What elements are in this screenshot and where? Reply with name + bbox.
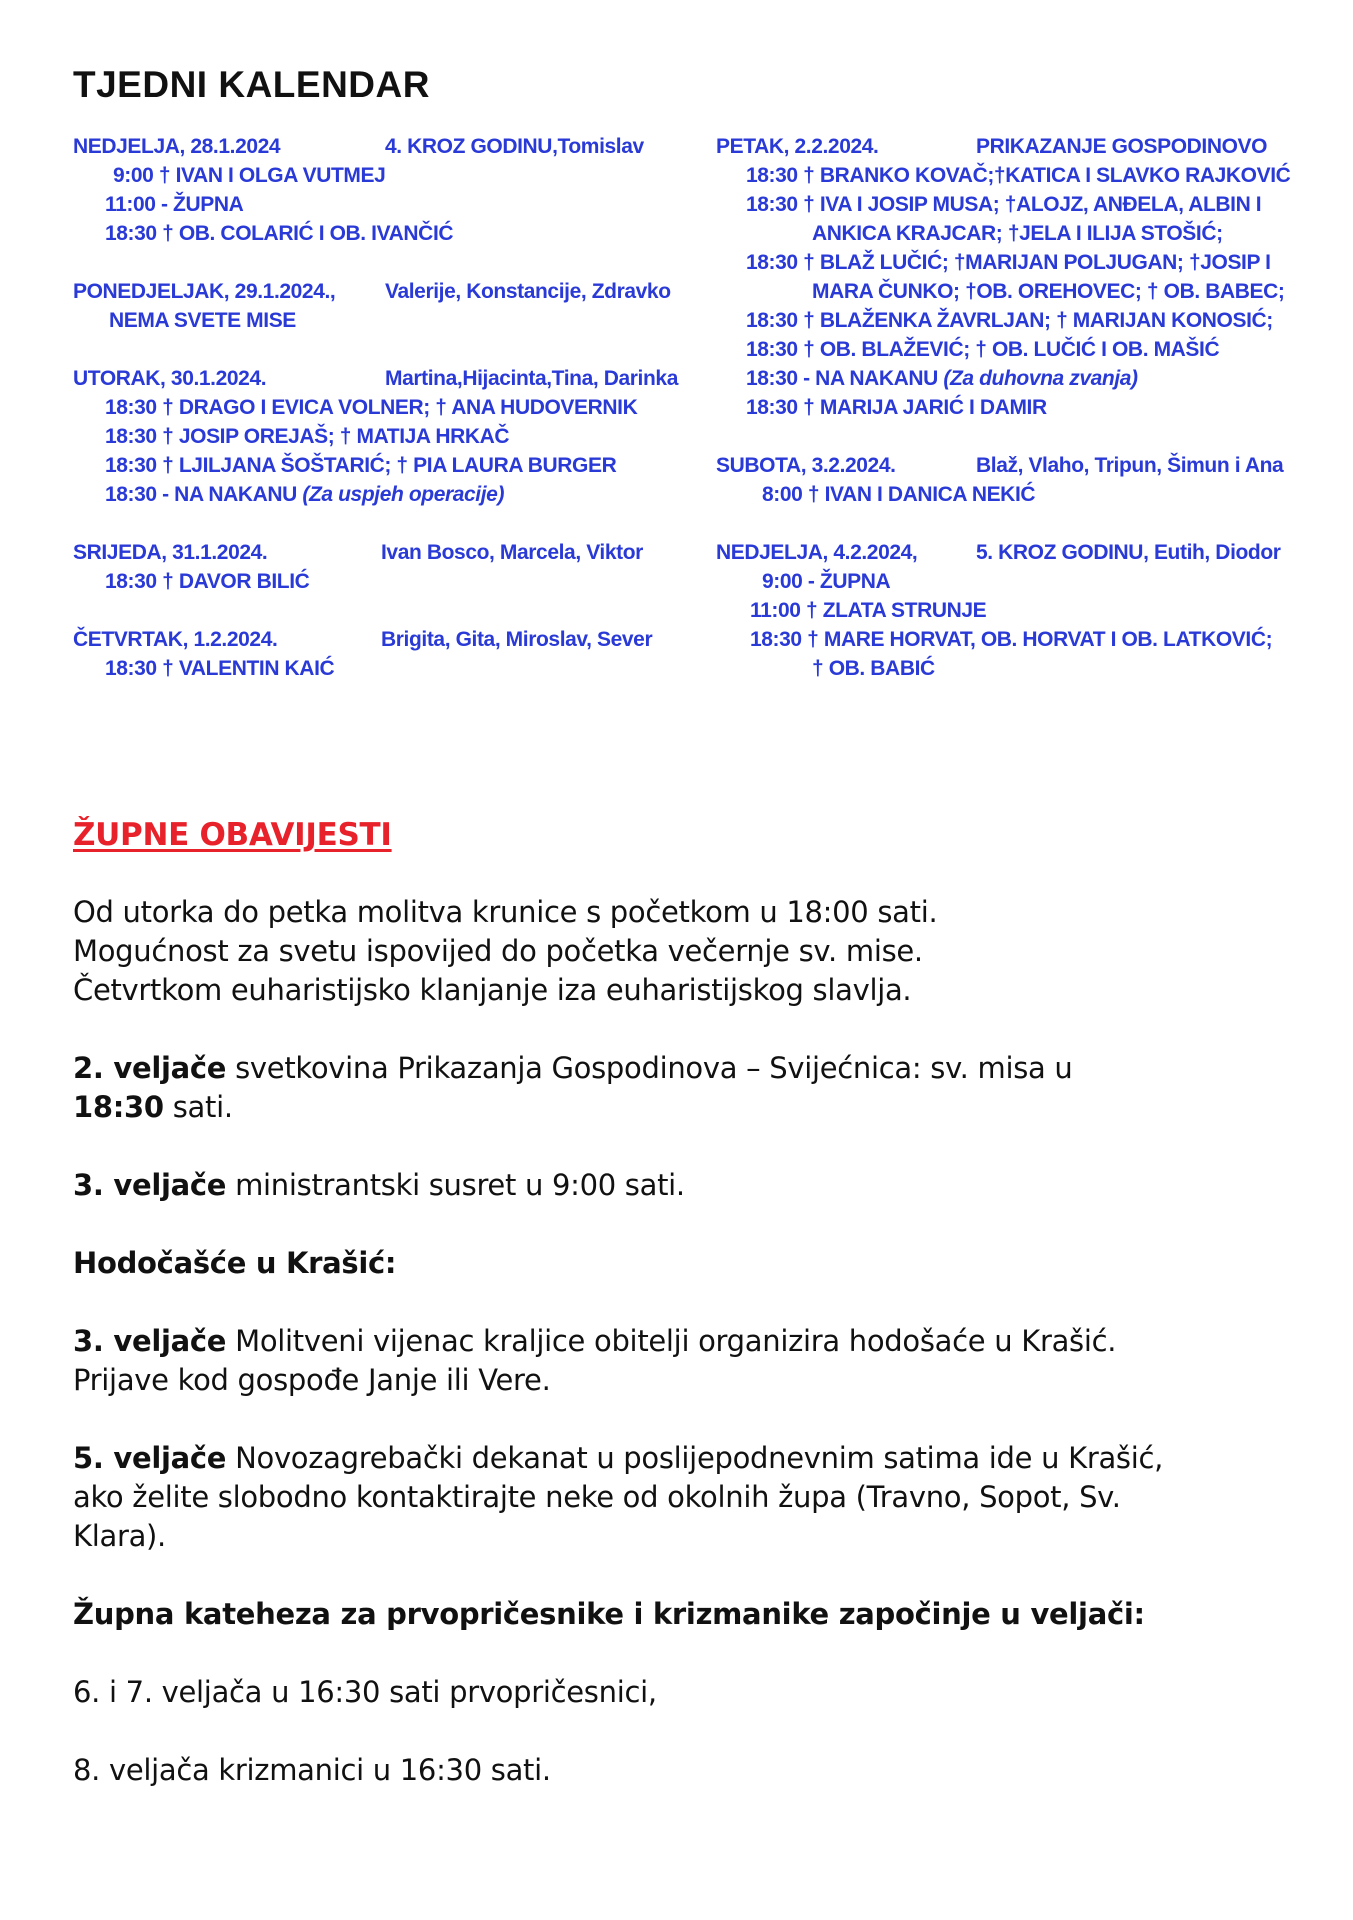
mass-line <box>73 422 693 451</box>
mass-text: 18:30 † DAVOR BILIĆ <box>105 570 310 593</box>
notice-text: 8. veljača krizmanici u 16:30 sati. <box>73 1753 551 1787</box>
mass-text: 18:30 † BLAŽ LUČIĆ; †MARIJAN POLJUGAN; †JOSIP I <box>746 251 1271 274</box>
day-header <box>73 277 693 306</box>
day-saints: 4. KROZ GODINU,Tomislav <box>385 135 644 158</box>
day-header <box>73 364 693 393</box>
notice-feast <box>73 1049 1293 1127</box>
mass-line <box>716 596 1336 625</box>
mass-line <box>73 306 693 335</box>
notice-pilgrimage-1 <box>73 1322 1293 1400</box>
notice-date: 5. veljače <box>73 1441 227 1475</box>
mass-line <box>716 219 1336 248</box>
calendar-day <box>716 132 1336 422</box>
day-date: NEDJELJA, 4.2.2024, <box>716 541 918 564</box>
mass-text: 18:30 - NA NAKANU <box>746 367 944 390</box>
notice-text: 6. i 7. veljača u 16:30 sati prvopričesnici, <box>73 1675 657 1709</box>
calendar-day <box>73 625 693 683</box>
mass-text: 18:30 † BRANKO KOVAČ;†KATICA I SLAVKO RAJKOVIĆ <box>746 164 1291 187</box>
day-header <box>73 538 693 567</box>
notice-line: Mogućnost za svetu ispovijed do početka večernje sv. mise. <box>73 934 923 968</box>
mass-line <box>716 306 1336 335</box>
pilgrimage-title: Hodočašće u Krašić: <box>73 1246 397 1280</box>
mass-text: 18:30 † MARE HORVAT, OB. HORVAT I OB. LATKOVIĆ; <box>750 628 1273 651</box>
mass-text: 8:00 † IVAN I DANICA NEKIĆ <box>762 483 1036 506</box>
day-saints: 5. KROZ GODINU, Eutih, Diodor <box>976 541 1281 564</box>
mass-text: 18:30 † JOSIP OREJAŠ; † MATIJA HRKAČ <box>105 425 510 448</box>
day-saints: Blaž, Vlaho, Tripun, Šimun i Ana <box>976 454 1284 477</box>
mass-text: 9:00 - ŽUPNA <box>762 570 891 593</box>
mass-line <box>73 219 693 248</box>
day-header <box>73 625 693 654</box>
calendar-day <box>716 538 1336 683</box>
mass-text: MARA ČUNKO; †OB. OREHOVEC; † OB. BABEC; <box>812 280 1285 303</box>
mass-line <box>716 190 1336 219</box>
calendar-day <box>73 132 693 248</box>
mass-text: 18:30 - NA NAKANU <box>105 483 303 506</box>
mass-text: † OB. BABIĆ <box>812 657 935 680</box>
notice-text: Molitveni vijenac kraljice obitelji organizira hodošaće u Krašić. <box>226 1324 1117 1358</box>
mass-line <box>716 161 1336 190</box>
notice-intro <box>73 893 1293 1010</box>
notice-pilgrimage-heading <box>73 1244 1293 1283</box>
notice-date: 3. veljače <box>73 1324 227 1358</box>
calendar-right-column <box>716 132 1336 712</box>
day-date: SUBOTA, 3.2.2024. <box>716 454 896 477</box>
notice-text: sati. <box>163 1090 233 1124</box>
day-date: NEDJELJA, 28.1.2024 <box>73 135 281 158</box>
mass-text: 18:30 † IVA I JOSIP MUSA; †ALOJZ, ANĐELA, ALBIN I <box>746 193 1262 216</box>
day-header <box>716 132 1336 161</box>
mass-line <box>716 248 1336 277</box>
mass-text: 18:30 † OB. COLARIĆ I OB. IVANČIĆ <box>105 222 454 245</box>
mass-text: 18:30 † DRAGO I EVICA VOLNER; † ANA HUDOVERNIK <box>105 396 638 419</box>
notice-text: Klara). <box>73 1519 166 1553</box>
day-date: SRIJEDA, 31.1.2024. <box>73 541 268 564</box>
notice-text: ministrantski susret u 9:00 sati. <box>226 1168 685 1202</box>
notice-time: 18:30 <box>73 1090 164 1124</box>
mass-line <box>716 625 1336 654</box>
mass-line <box>716 480 1336 509</box>
mass-line <box>73 393 693 422</box>
notice-line: Od utorka do petka molitva krunice s početkom u 18:00 sati. <box>73 895 938 929</box>
mass-text: 11:00 - ŽUPNA <box>105 193 244 216</box>
day-date: UTORAK, 30.1.2024. <box>73 367 267 390</box>
mass-line <box>716 277 1336 306</box>
day-date: PETAK, 2.2.2024. <box>716 135 879 158</box>
mass-line <box>716 567 1336 596</box>
notice-text: ako želite slobodno kontaktirajte neke od okolnih župa (Travno, Sopot, Sv. <box>73 1480 1121 1514</box>
day-saints: Martina,Hijacinta,Tina, Darinka <box>385 367 678 390</box>
day-saints: Ivan Bosco, Marcela, Viktor <box>381 541 643 564</box>
mass-intention: (Za duhovna zvanja) <box>943 367 1138 390</box>
mass-line <box>716 335 1336 364</box>
day-saints: Valerije, Konstancije, Zdravko <box>385 280 671 303</box>
calendar-day <box>73 538 693 596</box>
mass-line <box>73 451 693 480</box>
notice-pilgrimage-2 <box>73 1439 1293 1556</box>
notice-catechesis-1 <box>73 1673 1293 1712</box>
notice-date: 2. veljače <box>73 1051 227 1085</box>
mass-text: 11:00 † ZLATA STRUNJE <box>750 599 987 622</box>
day-header <box>716 538 1336 567</box>
notice-line: Četvrtkom euharistijsko klanjanje iza euharistijskog slavlja. <box>73 973 912 1007</box>
mass-line <box>73 190 693 219</box>
mass-line <box>716 654 1336 683</box>
notice-catechesis-2 <box>73 1751 1293 1790</box>
notice-text: svetkovina Prikazanja Gospodinova – Svijećnica: sv. misa u <box>226 1051 1073 1085</box>
mass-text: NEMA SVETE MISE <box>109 309 296 332</box>
notice-text: Novozagrebački dekanat u poslijepodnevnim satima ide u Krašić, <box>226 1441 1164 1475</box>
calendar-day <box>716 451 1336 509</box>
page-title: TJEDNI KALENDAR <box>73 64 430 105</box>
mass-text: 9:00 † IVAN I OLGA VUTMEJ <box>113 164 386 187</box>
mass-text: 18:30 † VALENTIN KAIĆ <box>105 657 335 680</box>
notice-altar-servers <box>73 1166 1293 1205</box>
notice-text: Prijave kod gospođe Janje ili Vere. <box>73 1363 551 1397</box>
calendar-day <box>73 364 693 509</box>
mass-text: 18:30 † BLAŽENKA ŽAVRLJAN; † MARIJAN KONOSIĆ; <box>746 309 1273 332</box>
day-saints: PRIKAZANJE GOSPODINOVO <box>976 135 1268 158</box>
catechesis-title: Župna kateheza za prvopričesnike i krizmanike započinje u veljači: <box>73 1597 1145 1631</box>
mass-line <box>716 393 1336 422</box>
mass-text: ANKICA KRAJCAR; †JELA I ILIJA STOŠIĆ; <box>812 222 1223 245</box>
parish-notices <box>73 815 1293 1829</box>
mass-line <box>73 480 693 509</box>
mass-text: 18:30 † MARIJA JARIĆ I DAMIR <box>746 396 1047 419</box>
day-date: ČETVRTAK, 1.2.2024. <box>73 628 278 651</box>
notice-date: 3. veljače <box>73 1168 227 1202</box>
mass-text: 18:30 † LJILJANA ŠOŠTARIĆ; † PIA LAURA BURGER <box>105 454 617 477</box>
calendar-left-column <box>73 132 693 712</box>
notice-catechesis-heading <box>73 1595 1293 1634</box>
day-header <box>716 451 1336 480</box>
mass-line <box>73 654 693 683</box>
day-date: PONEDJELJAK, 29.1.2024., <box>73 280 336 303</box>
mass-line <box>73 161 693 190</box>
notices-title: ŽUPNE OBAVIJESTI <box>73 817 392 853</box>
mass-intention: (Za uspjeh operacije) <box>302 483 505 506</box>
day-saints: Brigita, Gita, Miroslav, Sever <box>381 628 653 651</box>
day-header <box>73 132 693 161</box>
mass-line <box>716 364 1336 393</box>
calendar-day <box>73 277 693 335</box>
mass-line <box>73 567 693 596</box>
mass-text: 18:30 † OB. BLAŽEVIĆ; † OB. LUČIĆ I OB. MAŠIĆ <box>746 338 1220 361</box>
